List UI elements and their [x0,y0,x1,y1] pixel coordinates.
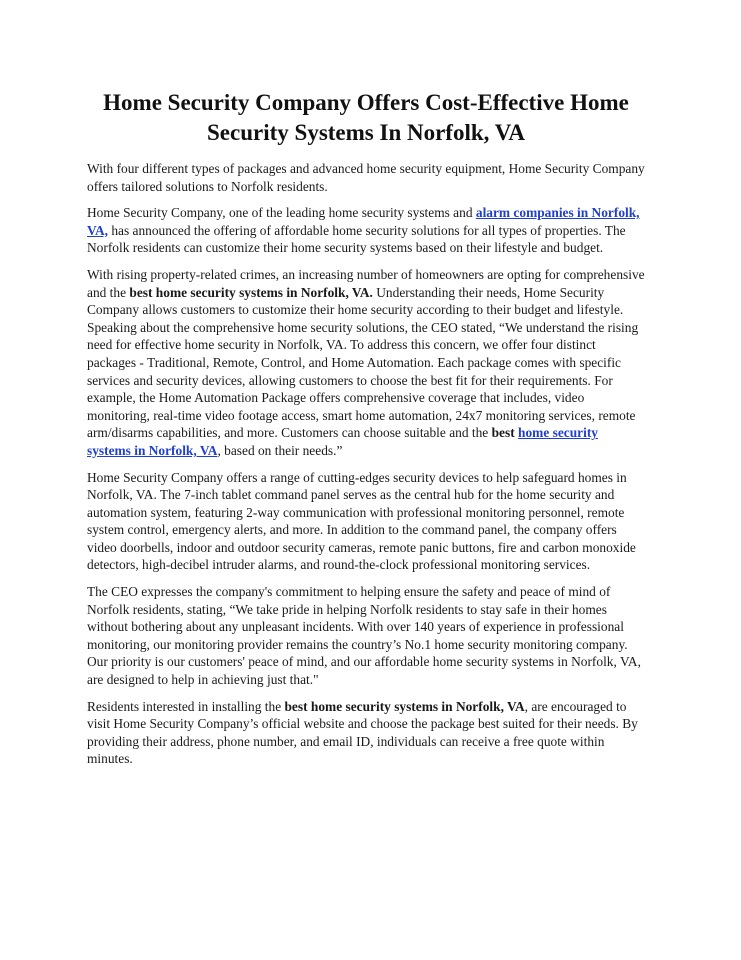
paragraph-1 [87,204,645,257]
paragraph-5-text-b: , are encouraged to visit Home Security Company’s official website and choose the package best suited for their needs. By providing their address, phone number, and email ID, individuals can receive a free quote within minutes. [87,698,638,767]
paragraph-5-bold-keyword: best home security systems in Norfolk, VA [284,698,525,714]
paragraph-5 [87,698,645,768]
paragraph-2-text-a: With rising property-related crimes, an increasing number of homeowners are opting for comprehensive and the [87,266,645,300]
document-title: Home Security Company Offers Cost-Effective Home Security Systems In Norfolk, VA [103,90,629,145]
paragraph-2-bold-best: best [491,425,519,441]
paragraph-1-text-b: has announced the offering of affordable home security solutions for all types of properties. The Norfolk residents can customize their home security systems based on their lifestyle and budget. [87,222,626,256]
paragraph-2-bold-keyword: best home security systems in Norfolk, VA. [129,284,373,300]
home-security-systems-link[interactable]: home security systems in Norfolk, VA [87,425,598,458]
paragraph-4: The CEO expresses the company's commitment to helping ensure the safety and peace of mind of Norfolk residents, stating, “We take pride in helping Norfolk residents to stay safe in their homes without bothering about any unpleasant incidents. With over 140 years of experience in professional monitoring, our monitoring provider remains the country’s No.1 home security monitoring company. Our priority is our customers' peace of mind, and our affordable home security systems in Norfolk, VA, are designed to help in achieving just that." [87,584,641,688]
paragraph-2-text-c: , based on their needs.” [217,442,343,458]
intro-paragraph: With four different types of packages and advanced home security equipment, Home Security Company offers tailored solutions to Norfolk residents. [87,161,645,194]
paragraph-3: Home Security Company offers a range of cutting-edges security devices to help safeguard homes in Norfolk, VA. The 7-inch tablet command panel serves as the central hub for the home security and automation system, featuring 2-way communication with professional monitoring personnel, remote system control, emergency alerts, and more. In addition to the command panel, the company offers video doorbells, indoor and outdoor security cameras, remote panic buttons, fire and carbon monoxide detectors, high-decibel intruder alarms, and round-the-clock professional monitoring services. [87,469,636,573]
paragraph-2-text-b: Understanding their needs, Home Security Company allows customers to customize their home security according to their budget and lifestyle. Speaking about the comprehensive home security solutions, the CEO stated, “We understand the rising need for effective home security in Norfolk, VA. To address this concern, we offer four distinct packages - Traditional, Remote, Control, and Home Automation. Each package comes with specific services and security devices, allowing customers to choose the best fit for their requirements. For example, the Home Automation Package offers comprehensive coverage that includes, video monitoring, real-time video footage access, smart home automation, 24x7 monitoring services, remote arm/disarms capabilities, and more. Customers can choose suitable and the [87,284,639,441]
paragraph-5-text-a: Residents interested in installing the [87,698,285,714]
paragraph-2 [87,266,645,460]
alarm-companies-link[interactable]: alarm companies in Norfolk, VA, [87,205,640,238]
paragraph-1-text-a: Home Security Company, one of the leading home security systems and [87,205,476,221]
